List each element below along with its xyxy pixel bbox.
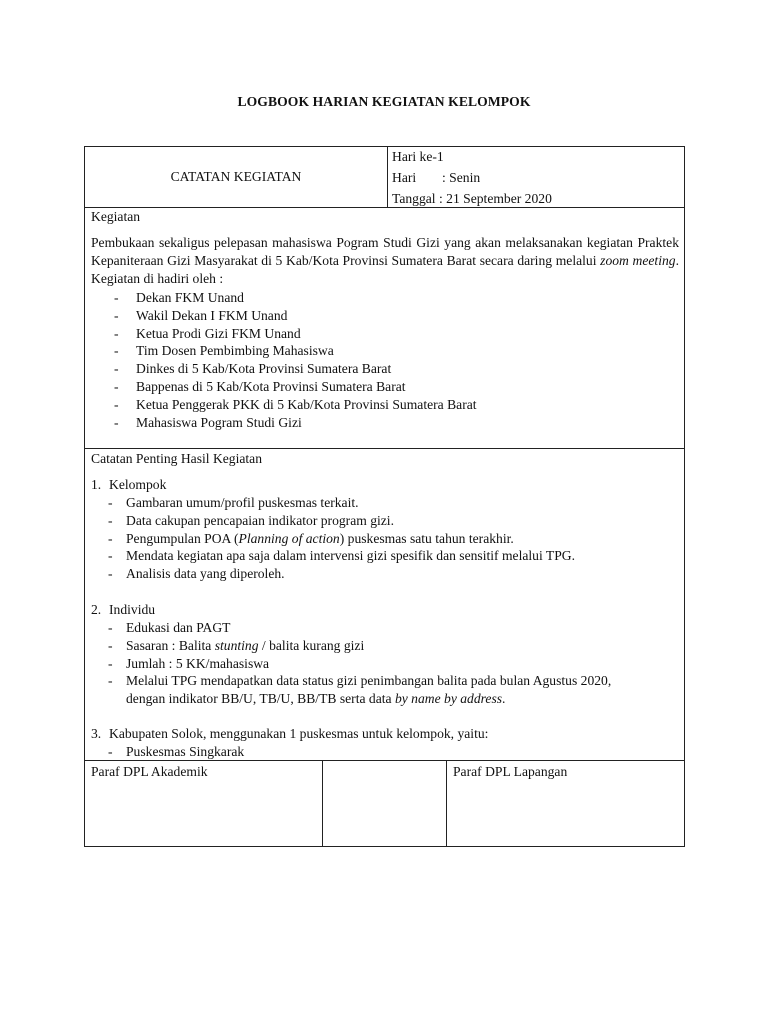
date-text: Tanggal : 21 September 2020 (392, 191, 552, 206)
catatan-kegiatan-label: CATATAN KEGIATAN (170, 169, 302, 184)
day-number: Hari ke-1 (392, 149, 444, 164)
signature-divider-left (322, 760, 323, 847)
paraf-dpl-lapangan-label: Paraf DPL Lapangan (453, 764, 568, 779)
kegiatan-heading: Kegiatan (91, 209, 141, 224)
header-left-cell (85, 147, 387, 207)
logbook-table: CATATAN KEGIATAN Hari ke-1 Hari : Senin Tanggal : 21 September 2020 Kegiatan Pembukaan sekaligus pelepasan mahasiswa Pogram Studi Gizi yang akan melaksanakan kegiatan Praktek Kepaniteraan Gizi Masyarakat di 5 Kab/Kota Provinsi Sumatera Barat secara daring melalui zoom meeting. Kegiatan di hadiri oleh : - Dekan FKM Unand - Wakil Dekan I FKM Unand - Ketua Prodi Gizi FKM Unand - Tim Dosen Pembimbing Mahasiswa - Dinkes di 5 Kab/Kota Provinsi Sumatera Barat - Bappenas di 5 Kab/Kota Provinsi Sumatera Barat - Ketua Penggerak PKK di 5 Kab/Kota Provinsi Sumatera Barat - Mahasiswa Pogram Studi Gizi Catatan Penting Hasil Kegiatan 1. Kelompok - Gambaran umum/profil puskesmas terkait. - Data cakupan pencapaian indikator program gizi. - Pengumpulan POA (Planning of action) puskesmas satu tahun terakhir. - Mendata kegiatan apa saja dalam intervensi gizi spesifik dan sensitif melalui TPG. - Analisis data yang diperoleh. 2. Individu - Edukasi dan PAGT - Sasaran : Balita stunting / balita kurang gizi - Jumlah : 5 KK/mahasiswa - Melalui TPG mendapatkan data status gizi penimbangan balita pada bulan Agustus 2020, dengan indikator BB/U, TB/U, BB/TB serta data by name by address. 3. Kabupaten Solok, menggunakan 1 puskesmas untuk kelompok, yaitu: - Puskesmas Singkarak Paraf DPL Akademik Paraf DPL Lapangan (84, 146, 685, 847)
kegiatan-paragraph-end: . Kegiatan di hadiri oleh : (91, 253, 679, 286)
catatan-heading: Catatan Penting Hasil Kegiatan (91, 451, 263, 466)
kegiatan-paragraph-text: Pembukaan sekaligus pelepasan mahasiswa Pogram Studi Gizi yang akan melaksanakan kegiatan Praktek Kepaniteraan Gizi Masyarakat di 5 Kab/Kota Provinsi Sumatera Barat secara daring melalui (91, 235, 679, 268)
kegiatan-paragraph (91, 234, 679, 288)
kegiatan-bottom-line (85, 448, 684, 449)
header-bottom-line (85, 207, 684, 208)
section2-number: 2. (91, 602, 102, 617)
section3-label: Kabupaten Solok, menggunakan 1 puskesmas untuk kelompok, yaitu: (109, 726, 489, 741)
kegiatan-paragraph-italic: zoom meeting (600, 253, 676, 268)
signature-divider-right (446, 760, 447, 847)
day-value: : Senin (442, 170, 481, 185)
document-title: LOGBOOK HARIAN KEGIATAN KELOMPOK (237, 94, 531, 109)
section1-label: Kelompok (109, 477, 167, 492)
header-divider (387, 147, 388, 207)
section3-number: 3. (91, 726, 102, 741)
day-label: Hari (392, 170, 417, 185)
section2-item4-continuation: dengan indikator BB/U, TB/U, BB/TB serta data by name by address. (126, 691, 506, 706)
paraf-dpl-akademik-label: Paraf DPL Akademik (91, 764, 208, 779)
section1-number: 1. (91, 477, 102, 492)
section2-label: Individu (109, 602, 156, 617)
